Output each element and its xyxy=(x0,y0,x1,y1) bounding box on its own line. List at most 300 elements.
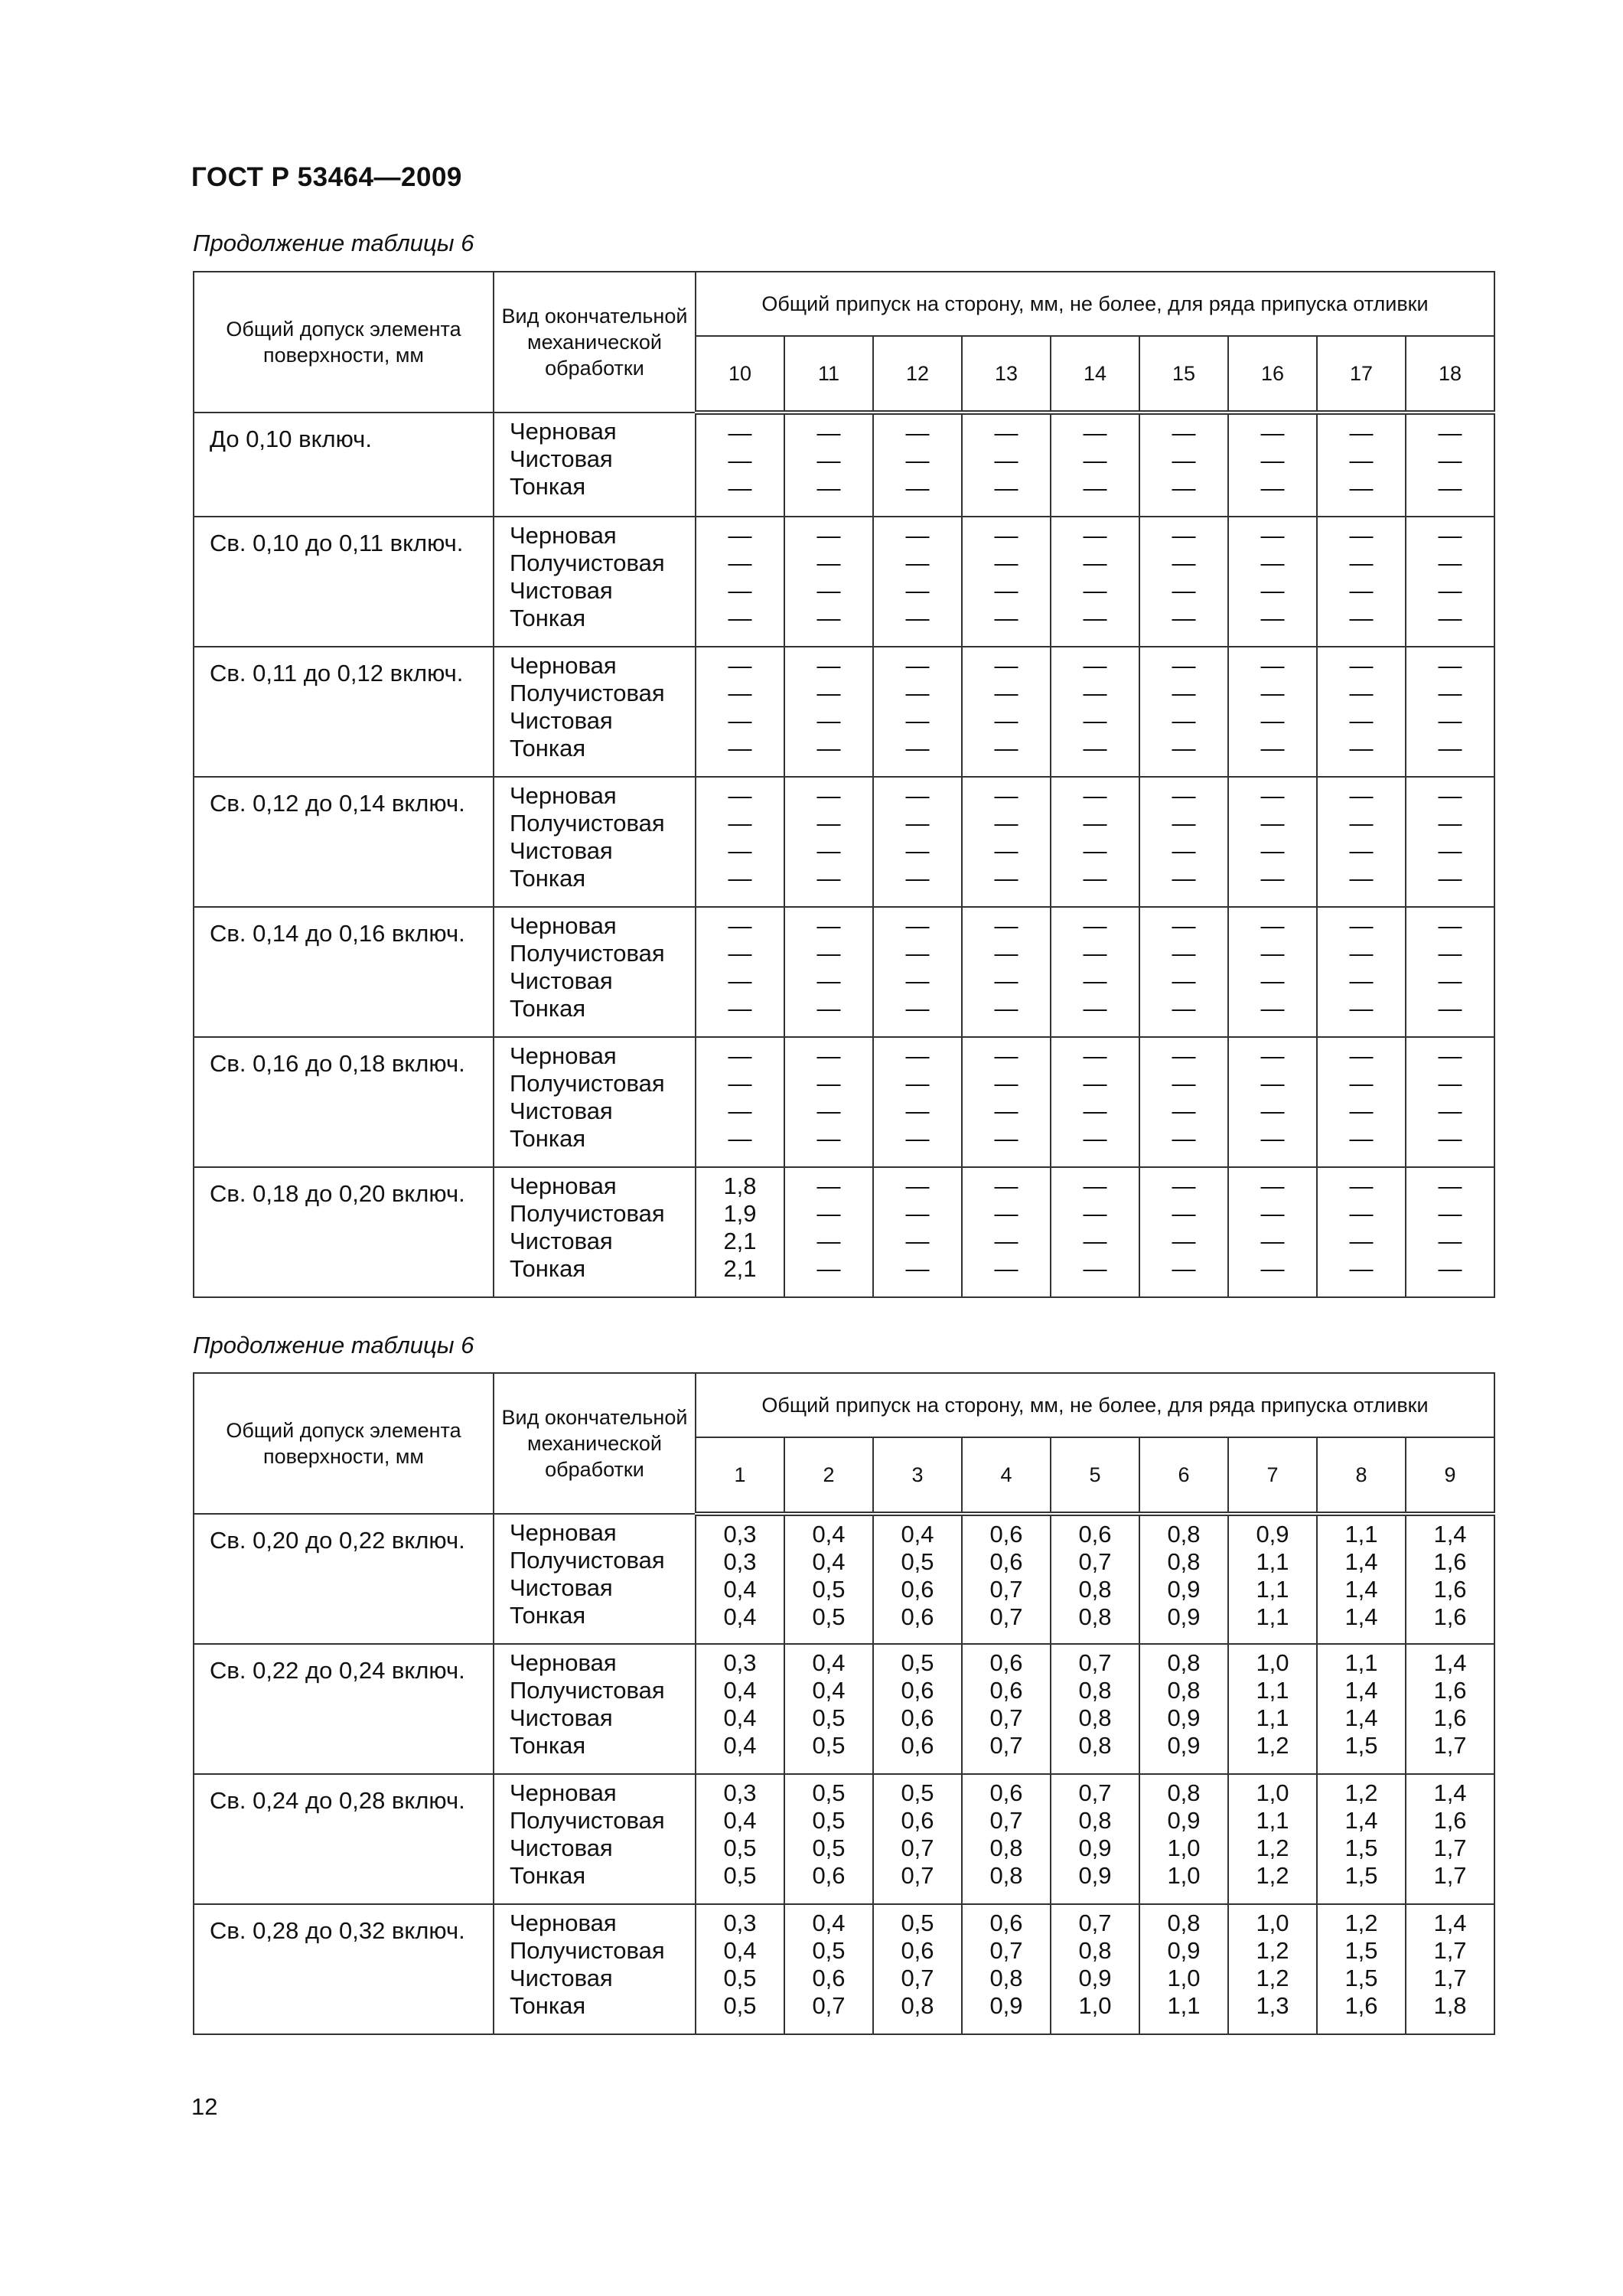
allowance-value: — xyxy=(728,912,752,939)
allowance-value: — xyxy=(1438,447,1462,474)
allowance-value: 0,8 xyxy=(1167,1677,1201,1704)
allowance-cell xyxy=(1228,1774,1317,1904)
allowance-value: 0,8 xyxy=(989,1835,1023,1861)
machining-kind-label: Тонкая xyxy=(510,1862,586,1889)
allowance-value: — xyxy=(1083,865,1107,892)
machining-kind-label: Черновая xyxy=(510,1172,617,1199)
allowance-cell xyxy=(1406,647,1494,777)
machining-kind-label: Чистовая xyxy=(510,1228,613,1254)
allowance-value: — xyxy=(816,577,841,604)
machining-kind-cell xyxy=(494,777,696,907)
series-number-header: 10 xyxy=(696,336,784,413)
allowance-value: 1,2 xyxy=(1256,1732,1289,1759)
allowance-value: — xyxy=(1172,522,1196,549)
allowance-value: — xyxy=(1438,550,1462,576)
allowance-value: 1,1 xyxy=(1256,1576,1289,1603)
allowance-value: 0,3 xyxy=(723,1649,757,1676)
allowance-value: 0,6 xyxy=(901,1807,934,1834)
machining-kind-label: Чистовая xyxy=(510,1965,613,1991)
allowance-cell xyxy=(784,1514,873,1644)
allowance-cell xyxy=(873,1514,962,1644)
allowance-value: — xyxy=(1349,1042,1374,1069)
allowance-cell xyxy=(1051,1037,1139,1167)
series-number-header: 17 xyxy=(1317,336,1406,413)
allowance-value: — xyxy=(1260,652,1285,679)
allowance-value: 1,0 xyxy=(1256,1779,1289,1806)
allowance-cell xyxy=(1406,517,1494,647)
allowance-value: — xyxy=(816,865,841,892)
allowance-value: — xyxy=(816,447,841,474)
allowance-value: 0,5 xyxy=(812,1576,846,1603)
allowance-value: — xyxy=(1172,652,1196,679)
allowance-cell xyxy=(873,1904,962,2034)
allowance-value: 1,7 xyxy=(1433,1965,1467,1991)
allowance-cell xyxy=(873,777,962,907)
allowance-value: 1,5 xyxy=(1344,1862,1378,1889)
allowance-value: — xyxy=(728,865,752,892)
allowance-value: 1,2 xyxy=(1256,1862,1289,1889)
allowance-value: 0,7 xyxy=(989,1576,1023,1603)
allowance-value: 0,6 xyxy=(901,1677,934,1704)
allowance-value: — xyxy=(1260,810,1285,837)
table-row xyxy=(194,907,1494,1037)
allowance-cell xyxy=(1406,1904,1494,2034)
allowance-value: — xyxy=(1260,680,1285,706)
allowance-value: — xyxy=(1083,652,1107,679)
allowance-value: — xyxy=(994,1200,1018,1227)
allowance-value: — xyxy=(994,522,1018,549)
allowance-cell xyxy=(1228,907,1317,1037)
series-number-header: 6 xyxy=(1139,1437,1228,1514)
allowance-value: — xyxy=(905,652,930,679)
allowance-value: 1,4 xyxy=(1344,1576,1378,1603)
allowance-value: 1,5 xyxy=(1344,1732,1378,1759)
allowance-cell xyxy=(784,1904,873,2034)
machining-kind-cell xyxy=(494,1774,696,1904)
allowance-value: — xyxy=(1260,735,1285,762)
allowance-value: 1,7 xyxy=(1433,1732,1467,1759)
allowance-cell xyxy=(873,1167,962,1297)
machining-kind-header: Вид окончательной механической обработки xyxy=(494,1373,696,1514)
allowance-value: 0,9 xyxy=(1167,1937,1201,1964)
allowance-value: — xyxy=(905,1172,930,1199)
allowance-value: 1,6 xyxy=(1433,1807,1467,1834)
allowance-value: 1,0 xyxy=(1167,1835,1201,1861)
allowance-cell xyxy=(1317,647,1406,777)
allowance-value: — xyxy=(1349,475,1374,501)
allowance-value: 0,4 xyxy=(901,1521,934,1548)
allowance-value: — xyxy=(1083,522,1107,549)
allowance-value: — xyxy=(994,1255,1018,1282)
allowance-value: — xyxy=(1260,1125,1285,1152)
allowance-value: — xyxy=(1083,577,1107,604)
allowance-value: 0,9 xyxy=(1167,1732,1201,1759)
allowance-value: — xyxy=(728,680,752,706)
allowance-cell xyxy=(696,1167,784,1297)
allowance-value: — xyxy=(1260,707,1285,734)
allowance-value: — xyxy=(994,865,1018,892)
allowance-value: — xyxy=(1260,522,1285,549)
table-row xyxy=(194,1774,1494,1904)
allowance-cell xyxy=(962,517,1051,647)
tolerance-cell: Св. 0,12 до 0,14 включ. xyxy=(194,777,494,907)
machining-kind-label: Чистовая xyxy=(510,1704,613,1731)
table-row xyxy=(194,1644,1494,1774)
allowance-value: — xyxy=(905,995,930,1022)
allowance-value: 1,0 xyxy=(1256,1910,1289,1936)
allowance-cell xyxy=(1228,1167,1317,1297)
allowance-value: 1,4 xyxy=(1433,1779,1467,1806)
allowance-cell xyxy=(1051,777,1139,907)
allowance-cell xyxy=(1139,1774,1228,1904)
allowance-value: — xyxy=(816,782,841,809)
allowance-cell xyxy=(1317,1644,1406,1774)
allowance-value: — xyxy=(905,837,930,864)
allowance-value: — xyxy=(1349,782,1374,809)
allowance-cell xyxy=(1228,1904,1317,2034)
allowance-value: — xyxy=(1083,680,1107,706)
allowance-value: 1,4 xyxy=(1433,1521,1467,1548)
allowance-value: — xyxy=(1349,419,1374,446)
machining-kind-label: Черновая xyxy=(510,1519,617,1546)
allowance-cell xyxy=(1051,413,1139,517)
allowance-value: — xyxy=(1260,1200,1285,1227)
tolerance-cell: Св. 0,14 до 0,16 включ. xyxy=(194,907,494,1037)
allowance-cell xyxy=(696,1904,784,2034)
allowance-value: 1,1 xyxy=(1256,1603,1289,1630)
tolerance-cell: Св. 0,28 до 0,32 включ. xyxy=(194,1904,494,2034)
allowance-cell xyxy=(1406,777,1494,907)
allowance-value: — xyxy=(816,837,841,864)
allowance-cell xyxy=(1139,517,1228,647)
allowance-value: — xyxy=(1083,1097,1107,1124)
allowance-value: — xyxy=(1083,447,1107,474)
allowance-cell xyxy=(962,647,1051,777)
allowance-value: — xyxy=(1172,735,1196,762)
allowance-value: 0,9 xyxy=(1167,1603,1201,1630)
machining-kind-label: Тонкая xyxy=(510,865,586,892)
allowance-value: — xyxy=(816,652,841,679)
allowance-value: — xyxy=(1172,550,1196,576)
allowance-value: — xyxy=(905,810,930,837)
machining-kind-label: Черновая xyxy=(510,522,617,549)
allowance-value: 0,8 xyxy=(1078,1732,1112,1759)
allowance-value: — xyxy=(816,475,841,501)
machining-kind-cell xyxy=(494,517,696,647)
allowance-cell xyxy=(873,647,962,777)
machining-kind-header: Вид окончательной механической обработки xyxy=(494,272,696,413)
allowance-value: 0,7 xyxy=(901,1835,934,1861)
allowance-value: — xyxy=(816,1200,841,1227)
allowance-value: — xyxy=(1172,447,1196,474)
allowance-value: 0,5 xyxy=(723,1835,757,1861)
allowance-value: — xyxy=(1438,1097,1462,1124)
allowance-value: — xyxy=(1349,865,1374,892)
allowance-value: 1,9 xyxy=(723,1200,757,1227)
allowance-value: 0,7 xyxy=(989,1937,1023,1964)
allowance-value: — xyxy=(1172,865,1196,892)
allowance-cell xyxy=(1406,1037,1494,1167)
allowance-value: — xyxy=(1349,707,1374,734)
allowance-value: — xyxy=(1438,652,1462,679)
allowance-value: — xyxy=(728,967,752,994)
allowance-value: 1,1 xyxy=(1256,1704,1289,1731)
allowance-value: 0,7 xyxy=(989,1704,1023,1731)
allowance-value: — xyxy=(1083,1228,1107,1254)
allowance-value: 0,4 xyxy=(723,1576,757,1603)
allowance-cell xyxy=(784,647,873,777)
table-caption: Продолжение таблицы 6 xyxy=(193,230,474,256)
allowance-value: — xyxy=(994,967,1018,994)
allowance-value: 0,9 xyxy=(1256,1521,1289,1548)
allowance-value: 1,6 xyxy=(1433,1677,1467,1704)
machining-kind-label: Получистовая xyxy=(510,810,665,837)
allowance-value: 1,6 xyxy=(1433,1576,1467,1603)
allowance-value: — xyxy=(728,940,752,967)
allowance-value: — xyxy=(994,1228,1018,1254)
allowance-cell xyxy=(1317,1037,1406,1167)
allowance-value: — xyxy=(1438,1070,1462,1097)
allowance-value: — xyxy=(1349,1255,1374,1282)
allowance-value: — xyxy=(1260,782,1285,809)
allowance-value: — xyxy=(816,1097,841,1124)
allowance-value: 0,6 xyxy=(901,1576,934,1603)
allowance-cell xyxy=(1051,647,1139,777)
allowance-cell xyxy=(696,1774,784,1904)
allowance-value: — xyxy=(994,605,1018,631)
allowance-value: 1,4 xyxy=(1344,1704,1378,1731)
allowance-value: — xyxy=(905,475,930,501)
tolerance-cell: Св. 0,11 до 0,12 включ. xyxy=(194,647,494,777)
allowance-cell xyxy=(1228,1644,1317,1774)
allowance-value: — xyxy=(1438,940,1462,967)
allowance-value: — xyxy=(1083,1125,1107,1152)
allowance-value: — xyxy=(1172,1228,1196,1254)
series-number-header: 1 xyxy=(696,1437,784,1514)
allowance-value: 0,7 xyxy=(812,1992,846,2019)
allowance-value: 0,5 xyxy=(901,1779,934,1806)
allowance-value: — xyxy=(1260,605,1285,631)
allowance-value: — xyxy=(1438,475,1462,501)
allowance-value: 0,5 xyxy=(812,1807,846,1834)
allowance-cell xyxy=(1406,1167,1494,1297)
machining-kind-label: Получистовая xyxy=(510,1547,665,1574)
allowance-value: — xyxy=(1349,680,1374,706)
allowance-value: — xyxy=(1438,865,1462,892)
allowance-value: — xyxy=(1172,1042,1196,1069)
allowance-cell xyxy=(1139,1514,1228,1644)
table-row xyxy=(194,413,1494,517)
allowance-value: 0,6 xyxy=(989,1521,1023,1548)
allowance-value: — xyxy=(728,1070,752,1097)
allowance-value: — xyxy=(1260,1172,1285,1199)
allowance-value: — xyxy=(1260,940,1285,967)
machining-kind-label: Получистовая xyxy=(510,550,665,576)
table-row xyxy=(194,1167,1494,1297)
allowance-value: 0,4 xyxy=(723,1732,757,1759)
allowance-value: — xyxy=(816,680,841,706)
allowance-cell xyxy=(962,1167,1051,1297)
allowance-cell xyxy=(784,777,873,907)
table-row xyxy=(194,647,1494,777)
allowance-value: — xyxy=(1260,577,1285,604)
allowance-value: 0,8 xyxy=(1167,1548,1201,1575)
allowance-value: 0,4 xyxy=(812,1649,846,1676)
allowance-value: 0,7 xyxy=(989,1807,1023,1834)
table-row xyxy=(194,1904,1494,2034)
allowance-value: 1,7 xyxy=(1433,1835,1467,1861)
allowance-value: — xyxy=(816,1255,841,1282)
allowance-cell xyxy=(1139,1167,1228,1297)
allowance-value: 0,5 xyxy=(812,1779,846,1806)
allowance-value: — xyxy=(1260,475,1285,501)
allowance-value: — xyxy=(1172,995,1196,1022)
allowance-value: 1,4 xyxy=(1433,1910,1467,1936)
series-number-header: 11 xyxy=(784,336,873,413)
allowance-value: — xyxy=(1260,837,1285,864)
series-number-header: 2 xyxy=(784,1437,873,1514)
allowance-value: — xyxy=(728,995,752,1022)
allowance-value: — xyxy=(728,475,752,501)
allowance-value: — xyxy=(905,735,930,762)
tolerance-cell: До 0,10 включ. xyxy=(194,413,494,517)
allowance-value: 0,3 xyxy=(723,1521,757,1548)
allowance-cell xyxy=(962,1774,1051,1904)
allowance-value: 0,7 xyxy=(1078,1548,1112,1575)
allowance-value: 0,7 xyxy=(989,1732,1023,1759)
allowance-value: — xyxy=(1349,550,1374,576)
allowance-cell xyxy=(1317,413,1406,517)
allowance-value: — xyxy=(1438,1255,1462,1282)
allowance-value: 1,5 xyxy=(1344,1937,1378,1964)
allowance-cell xyxy=(1139,413,1228,517)
machining-kind-label: Получистовая xyxy=(510,1677,665,1704)
allowance-value: — xyxy=(905,577,930,604)
tolerance-cell: Св. 0,18 до 0,20 включ. xyxy=(194,1167,494,1297)
machining-kind-cell xyxy=(494,907,696,1037)
allowance-cell xyxy=(1051,1904,1139,2034)
allowance-value: 0,9 xyxy=(989,1992,1023,2019)
allowance-value: 1,4 xyxy=(1344,1807,1378,1834)
allowance-value: — xyxy=(994,837,1018,864)
allowance-span-header: Общий припуск на сторону, мм, не более, для ряда припуска отливки xyxy=(696,272,1494,336)
allowance-value: — xyxy=(994,652,1018,679)
allowance-value: 1,4 xyxy=(1433,1649,1467,1676)
allowance-value: — xyxy=(994,1172,1018,1199)
allowance-value: 0,4 xyxy=(723,1704,757,1731)
allowance-value: 0,7 xyxy=(1078,1910,1112,1936)
allowance-value: — xyxy=(1438,967,1462,994)
machining-kind-label: Тонкая xyxy=(510,1255,586,1282)
allowance-value: — xyxy=(1083,707,1107,734)
allowance-cell xyxy=(962,1644,1051,1774)
machining-kind-label: Черновая xyxy=(510,912,617,939)
allowance-value: 0,5 xyxy=(812,1732,846,1759)
allowance-value: 1,4 xyxy=(1344,1677,1378,1704)
allowance-value: — xyxy=(905,550,930,576)
allowance-value: — xyxy=(1172,1172,1196,1199)
tolerance-header: Общий допуск элемента поверхности, мм xyxy=(194,1373,494,1514)
allowance-value: 0,6 xyxy=(901,1732,934,1759)
allowance-value: 1,1 xyxy=(1256,1807,1289,1834)
allowance-value: 0,5 xyxy=(812,1835,846,1861)
allowance-value: 0,5 xyxy=(812,1937,846,1964)
allowance-value: 1,1 xyxy=(1167,1992,1201,2019)
allowance-cell xyxy=(1228,517,1317,647)
allowance-value: — xyxy=(1083,475,1107,501)
series-number-header: 14 xyxy=(1051,336,1139,413)
allowance-value: — xyxy=(1438,837,1462,864)
allowance-value: 1,4 xyxy=(1344,1603,1378,1630)
allowance-value: — xyxy=(1438,782,1462,809)
allowance-cell xyxy=(962,413,1051,517)
allowance-value: 0,8 xyxy=(989,1862,1023,1889)
allowance-value: — xyxy=(994,995,1018,1022)
allowance-value: — xyxy=(816,522,841,549)
allowance-value: — xyxy=(905,940,930,967)
allowance-value: — xyxy=(816,419,841,446)
allowance-value: — xyxy=(728,735,752,762)
allowance-value: — xyxy=(1349,577,1374,604)
allowance-value: — xyxy=(1083,912,1107,939)
machining-kind-label: Тонкая xyxy=(510,995,586,1022)
table-caption: Продолжение таблицы 6 xyxy=(193,1332,474,1358)
machining-kind-label: Черновая xyxy=(510,782,617,809)
allowance-value: — xyxy=(1083,940,1107,967)
allowance-value: — xyxy=(905,1255,930,1282)
allowance-value: — xyxy=(728,1042,752,1069)
allowance-value: 0,9 xyxy=(1078,1965,1112,1991)
allowance-value: 0,4 xyxy=(812,1521,846,1548)
allowance-value: 1,6 xyxy=(1433,1603,1467,1630)
machining-kind-cell xyxy=(494,1644,696,1774)
tolerance-cell: Св. 0,24 до 0,28 включ. xyxy=(194,1774,494,1904)
allowance-value: 0,5 xyxy=(723,1862,757,1889)
allowance-value: — xyxy=(905,1125,930,1152)
allowance-cell xyxy=(1228,1037,1317,1167)
allowance-value: 1,3 xyxy=(1256,1992,1289,2019)
series-number-header: 5 xyxy=(1051,1437,1139,1514)
allowance-value: — xyxy=(1349,995,1374,1022)
machining-kind-label: Получистовая xyxy=(510,1200,665,1227)
allowance-cell xyxy=(1317,777,1406,907)
allowance-value: — xyxy=(1349,837,1374,864)
allowance-value: 1,2 xyxy=(1256,1937,1289,1964)
allowance-value: — xyxy=(1349,1070,1374,1097)
allowance-value: — xyxy=(1172,680,1196,706)
allowance-value: — xyxy=(994,782,1018,809)
allowance-value: 1,6 xyxy=(1344,1992,1378,2019)
machining-kind-label: Тонкая xyxy=(510,1602,586,1629)
allowance-value: — xyxy=(1438,577,1462,604)
allowance-value: 1,1 xyxy=(1344,1649,1378,1676)
allowance-value: — xyxy=(1172,707,1196,734)
allowance-cell xyxy=(1406,413,1494,517)
allowance-cell xyxy=(696,413,784,517)
allowance-cell xyxy=(962,1037,1051,1167)
allowance-value: — xyxy=(1172,1125,1196,1152)
series-number-header: 3 xyxy=(873,1437,962,1514)
allowance-value: — xyxy=(816,995,841,1022)
allowance-value: — xyxy=(728,577,752,604)
allowance-value: — xyxy=(1349,967,1374,994)
allowance-value: 0,6 xyxy=(901,1937,934,1964)
allowance-value: — xyxy=(1083,1172,1107,1199)
allowance-value: — xyxy=(1260,995,1285,1022)
allowance-value: — xyxy=(1260,447,1285,474)
allowance-value: — xyxy=(1083,837,1107,864)
allowance-value: 0,3 xyxy=(723,1548,757,1575)
